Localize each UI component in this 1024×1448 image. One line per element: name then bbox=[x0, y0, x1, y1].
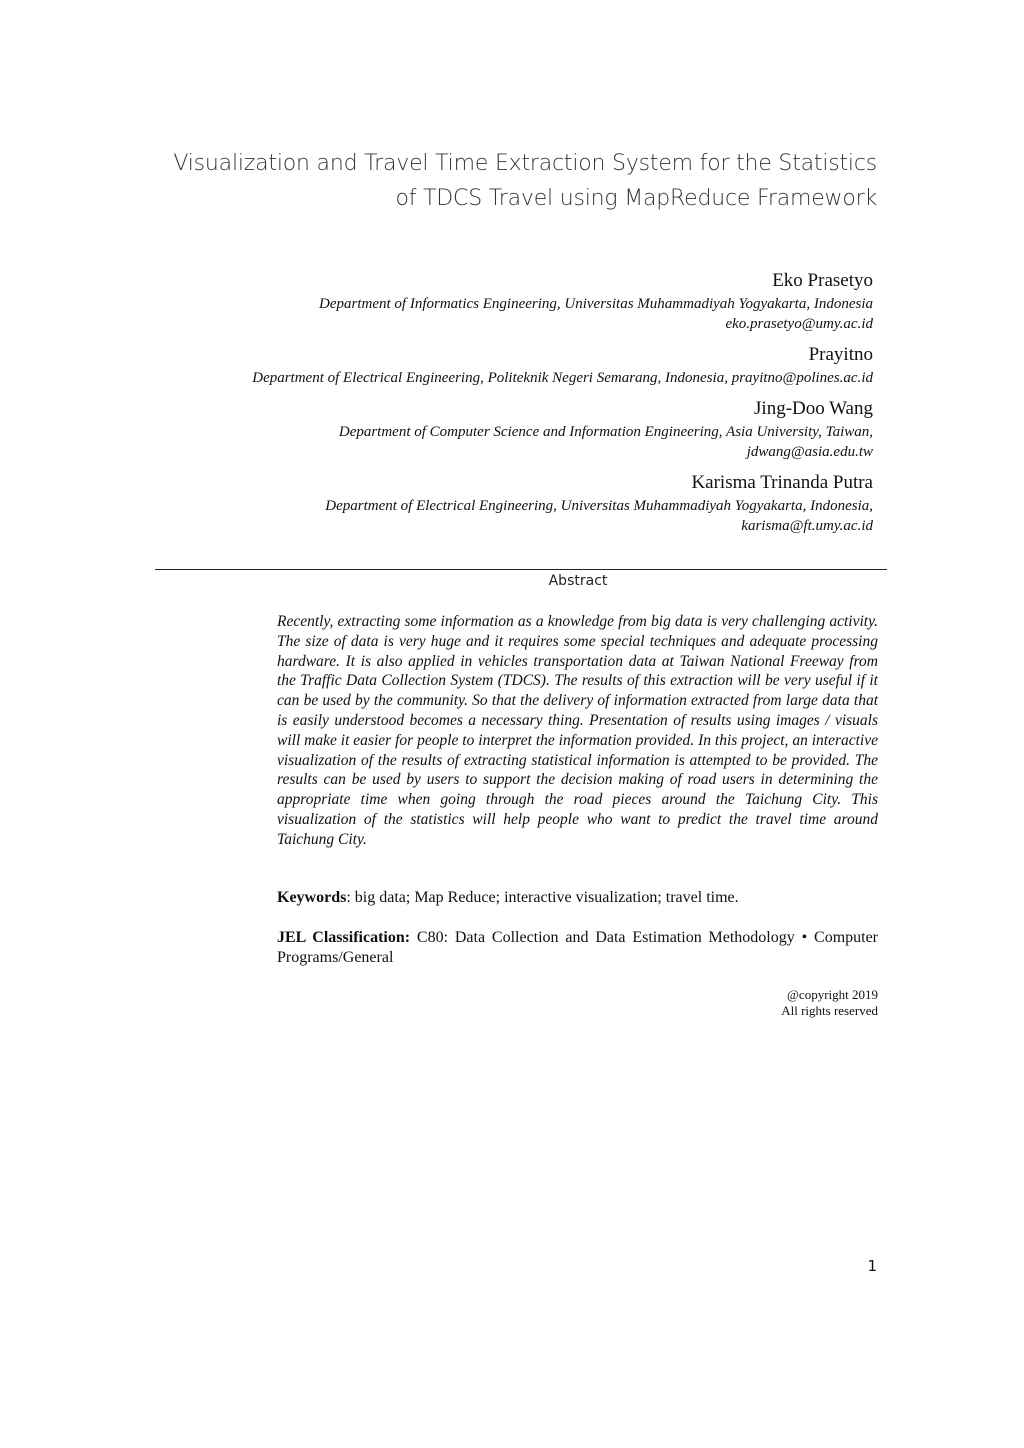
author-affiliation: Department of Informatics Engineering, Universitas Muhammadiyah Yogyakarta, Indonesia bbox=[319, 296, 873, 312]
abstract-text: Recently, extracting some information as a knowledge from big data is very challenging activity. The size of data is very huge and it requires some special techniques and adequate processing hardware. It is also applied in vehicles transportation data at Taiwan National Freeway from the Traffic Data Collection System (TDCS). The results of this extraction will be very useful if it can be used by the community. So that the delivery of information extracted from large data that is easily understood becomes a necessary thing. Presentation of results using images / visuals will make it easier for people to interpret the information provided. In this project, an interactive visualization of the results of extracting statistical information is attempted to be provided. The results can be used by users to support the decision making of road users in determining the appropriate time when going through the road pieces around the Taichung City. This visualization of the statistics will help people who want to predict the travel time around Taichung City. bbox=[277, 613, 878, 848]
author-name: Jing-Doo Wang bbox=[754, 398, 873, 419]
author-list bbox=[113, 268, 873, 544]
author-affiliation: Department of Electrical Engineering, Universitas Muhammadiyah Yogyakarta, Indonesia, bbox=[325, 498, 873, 514]
copyright-notice bbox=[781, 987, 878, 1019]
author-block bbox=[113, 470, 873, 536]
author-block bbox=[113, 268, 873, 334]
author-name: Prayitno bbox=[808, 344, 873, 365]
author-name: Eko Prasetyo bbox=[772, 270, 873, 291]
section-divider bbox=[155, 569, 887, 570]
keywords bbox=[277, 888, 878, 908]
keywords-text: : big data; Map Reduce; interactive visualization; travel time. bbox=[346, 889, 739, 906]
author-affiliation: Department of Electrical Engineering, Politeknik Negeri Semarang, Indonesia, prayitno@polines.ac.id bbox=[252, 370, 873, 386]
page-number: 1 bbox=[867, 1257, 877, 1275]
keywords-label: Keywords bbox=[277, 889, 347, 906]
author-block bbox=[113, 396, 873, 462]
abstract-heading: Abstract bbox=[548, 573, 608, 589]
jel-text: C80: Data Collection and Data Estimation Methodology • Computer Programs/General bbox=[277, 929, 879, 966]
author-email[interactable]: karisma@ft.umy.ac.id bbox=[741, 518, 873, 534]
copyright-line-1: @copyright 2019 bbox=[786, 987, 878, 1002]
author-affiliation: Department of Computer Science and Information Engineering, Asia University, Taiwan, bbox=[338, 424, 873, 440]
copyright-line-2: All rights reserved bbox=[781, 1003, 878, 1018]
title-line-1: Visualization and Travel Time Extraction System for the Statistics bbox=[173, 151, 877, 176]
author-block bbox=[113, 342, 873, 388]
jel-label: JEL Classification: bbox=[277, 929, 411, 946]
title-line-2: of TDCS Travel using MapReduce Framework bbox=[395, 186, 877, 211]
jel-classification bbox=[277, 928, 878, 968]
paper-title bbox=[117, 146, 877, 216]
author-name: Karisma Trinanda Putra bbox=[691, 472, 873, 493]
author-email[interactable]: jdwang@asia.edu.tw bbox=[746, 444, 873, 460]
author-email[interactable]: eko.prasetyo@umy.ac.id bbox=[725, 316, 873, 332]
